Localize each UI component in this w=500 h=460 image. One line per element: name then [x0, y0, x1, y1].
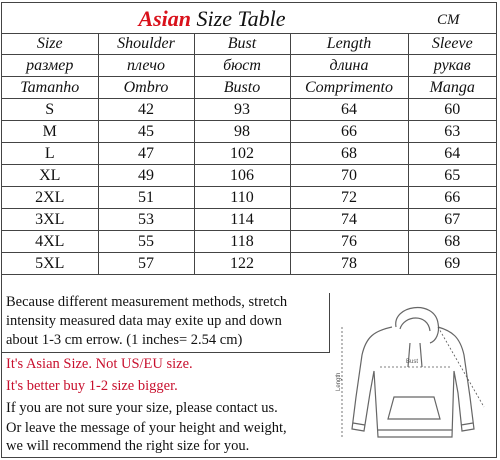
hoodie-diagram	[334, 297, 494, 452]
table-cell: L	[2, 143, 98, 165]
table-cell: 4XL	[2, 231, 98, 253]
title-rest: Size Table	[196, 6, 286, 31]
table-cell: 42	[98, 99, 194, 121]
table-cell: длина	[290, 55, 408, 77]
chart-title	[2, 6, 422, 32]
table-cell: 102	[194, 143, 290, 165]
note-line-4: If you are not sure your size, please contact us.	[6, 400, 278, 416]
table-cell: Comprimento	[290, 77, 408, 99]
asian-size-warning: It's Asian Size. Not US/EU size.	[6, 356, 193, 372]
table-cell: Sleeve	[408, 33, 496, 55]
table-row	[2, 187, 496, 209]
title-row	[2, 3, 496, 34]
table-cell: плечо	[98, 55, 194, 77]
table-cell: 74	[290, 209, 408, 231]
table-cell: 63	[408, 121, 496, 143]
table-cell: 106	[194, 165, 290, 187]
table-cell: 67	[408, 209, 496, 231]
size-table	[2, 33, 496, 275]
table-cell: рукав	[408, 55, 496, 77]
table-cell: 57	[98, 253, 194, 275]
table-row	[2, 99, 496, 121]
table-cell: 47	[98, 143, 194, 165]
table-cell: 114	[194, 209, 290, 231]
table-cell: 68	[290, 143, 408, 165]
table-cell: 55	[98, 231, 194, 253]
bust-label: Bust	[406, 359, 419, 365]
table-cell: 118	[194, 231, 290, 253]
length-label: Length	[336, 372, 342, 391]
table-cell: 98	[194, 121, 290, 143]
note-line-2: intensity measured data may exite up and down	[6, 313, 282, 329]
table-cell: 65	[408, 165, 496, 187]
table-cell: размер	[2, 55, 98, 77]
table-cell: 66	[408, 187, 496, 209]
header-row-portuguese	[2, 77, 496, 99]
size-up-advice: It's better buy 1-2 size bigger.	[6, 378, 178, 394]
table-cell: 72	[290, 187, 408, 209]
table-cell: Length	[290, 33, 408, 55]
table-cell: 2XL	[2, 187, 98, 209]
note-line-6: we will recommend the right size for you.	[6, 438, 250, 454]
table-cell: Shoulder	[98, 33, 194, 55]
table-cell: 5XL	[2, 253, 98, 275]
table-row	[2, 165, 496, 187]
notes-section	[2, 293, 496, 457]
table-cell: S	[2, 99, 98, 121]
note-line-5: Or leave the message of your height and weight,	[6, 420, 287, 436]
table-cell: 69	[408, 253, 496, 275]
table-row	[2, 121, 496, 143]
table-cell: 64	[290, 99, 408, 121]
table-cell: 53	[98, 209, 194, 231]
table-cell: 3XL	[2, 209, 98, 231]
size-chart	[1, 2, 497, 458]
table-cell: 70	[290, 165, 408, 187]
table-row	[2, 231, 496, 253]
table-cell: 49	[98, 165, 194, 187]
table-row	[2, 253, 496, 275]
header-row-english	[2, 33, 496, 55]
table-cell: 66	[290, 121, 408, 143]
table-cell: 122	[194, 253, 290, 275]
table-row	[2, 209, 496, 231]
table-cell: 93	[194, 99, 290, 121]
table-cell: Busto	[194, 77, 290, 99]
table-cell: 60	[408, 99, 496, 121]
note-line-3: about 1-3 cm errow. (1 inches= 2.54 cm)	[6, 332, 243, 348]
table-cell: Bust	[194, 33, 290, 55]
table-cell: 51	[98, 187, 194, 209]
unit-label: CM	[437, 12, 460, 28]
table-cell: 64	[408, 143, 496, 165]
table-cell: Manga	[408, 77, 496, 99]
table-cell: 78	[290, 253, 408, 275]
table-cell: 68	[408, 231, 496, 253]
table-cell: M	[2, 121, 98, 143]
table-cell: Size	[2, 33, 98, 55]
table-cell: 45	[98, 121, 194, 143]
table-cell: бюст	[194, 55, 290, 77]
table-row	[2, 143, 496, 165]
table-cell: Ombro	[98, 77, 194, 99]
table-cell: 110	[194, 187, 290, 209]
note-line-1: Because different measurement methods, stretch	[6, 294, 288, 310]
header-row-russian	[2, 55, 496, 77]
table-cell: Tamanho	[2, 77, 98, 99]
title-highlight: Asian	[138, 6, 192, 31]
table-cell: 76	[290, 231, 408, 253]
table-cell: XL	[2, 165, 98, 187]
